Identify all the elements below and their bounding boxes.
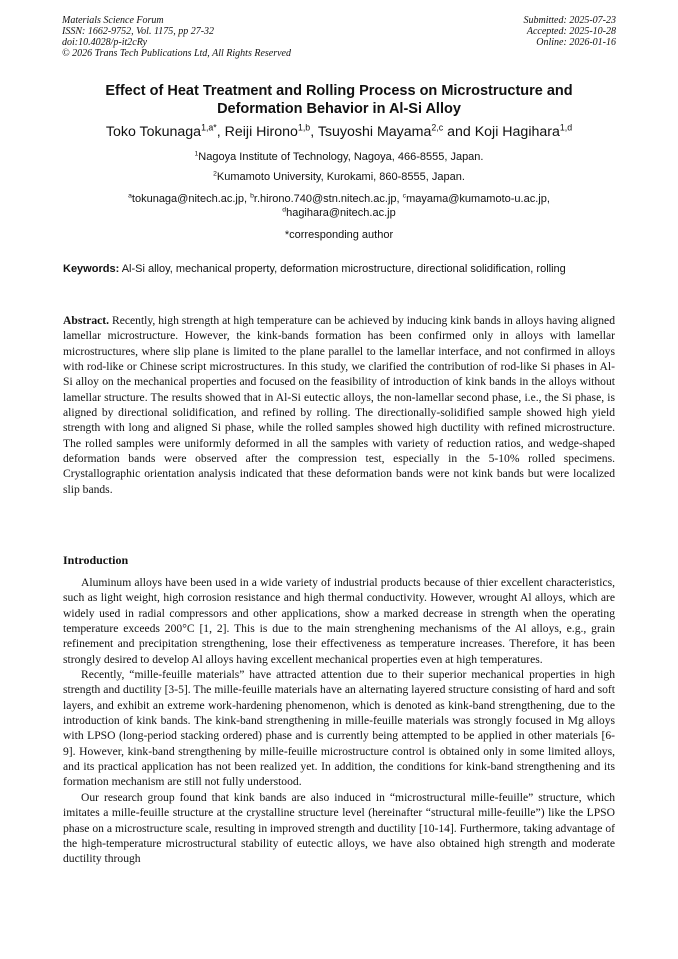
affiliation-text: Kumamoto University, Kurokami, 860-8555, Japan. [216,171,465,183]
email-mark: c [402,192,407,200]
author-list [40,123,638,141]
affiliation-1 [62,150,616,164]
paper-title [62,82,616,118]
issn-line: ISSN: 1662-9752, Vol. 1175, pp 27-32 [62,26,215,37]
author-affiliation-mark: 1,d [559,122,573,133]
journal-name: Materials Science Forum [62,15,164,26]
author-affiliation-mark: 1,b [297,122,311,133]
submitted-date: Submitted: 2025-07-23 [523,15,616,26]
author-affiliation-mark: 2,c [431,122,444,133]
affiliation-2 [62,170,616,184]
corresponding-author-note: *corresponding author [284,229,394,241]
affiliation-text: Nagoya Institute of Technology, Nagoya, 466-8555, Japan. [198,151,484,163]
email-mark: b [250,192,254,200]
author-separator: and [443,124,475,140]
keywords-text: Al-Si alloy, mechanical property, deformation microstructure, directional solidification, rolling [119,263,566,275]
email-mark: d [282,206,287,214]
introduction-body [63,575,615,867]
title-line-1: Effect of Heat Treatment and Rolling Process on Microstructure and [105,83,573,99]
emails-line-1 [62,192,616,206]
copyright: © 2026 Trans Tech Publications Ltd, All Rights Reserved [62,48,291,59]
email-link[interactable]: tokunaga@nitech.ac.jp, [131,193,251,205]
title-line-2: Deformation Behavior in Al-Si Alloy [217,101,461,117]
email-mark: a [128,192,132,200]
emails-line-2 [62,206,616,220]
email-link[interactable]: mayama@kumamoto-u.ac.jp, [406,193,550,205]
abstract-label: Abstract. [63,314,110,327]
author-separator: , [310,124,318,140]
author-separator: , [216,124,225,140]
email-link[interactable]: r.hirono.740@stn.nitech.ac.jp, [253,193,403,205]
paragraph: Aluminum alloys have been used in a wide variety of industrial products because of thier excellent characteristics, such as light weight, high corrosion resistance and high thermal conductivity. However, wrought Al alloys, which are widely used in radial compressors and other applications, show a marked decrease in strength when the operating temperature exceeds 200°C [1, 2]. This is due to the main strenghening mechanisms of the Al alloys, e.g., grain refinement and precipitation strengthening, lose their effectiveness as temperature increases. Therefore, it has been strongly desired to develop Al alloys having excellent mechanical properties even at high temperatures. [63,576,615,666]
abstract [63,313,615,497]
abstract-text: Recently, high strength at high temperature can be achieved by inducing kink bands in alloys having aligned lamellar microstructure. However, the kink-bands formation has been confirmed only in alloys with lamellar microstructures, where slip plane is limited to the plane parallel to the lamellar interface, and not confirmed in alloys with rod-like or Chinese script microstructures. In this study, we clarified the contribution of rod-like Si phases in Al-Si alloy on the mechanical properties and focused on the feasibility of introduction of kink bands in the alloys without lamellar structure. The results showed that in Al-Si eutectic alloys, the non-lamellar second phase, i.e., the Si phase, is aligned by directional solidification, and refined by rolling. The directionally-solidified sample showed high yield strength with long and aligned Si phase, while the rolled samples showed high ductility with refined microstructure. The rolled samples were uniformly deformed in all the samples with variety of reduction ratios, and wedge-shaped deformation bands were observed after the compression test, especially in the 5-10% rolled specimens. Crystallographic orientation analysis indicated that these deformation bands were not kink bands but were localized slip bands. [63,314,615,496]
online-date: Online: 2026-01-16 [536,37,616,48]
paragraph: Recently, “mille-feuille materials” have attracted attention due to their superior mechanical properties in high strength and ductility [3-5]. The mille-feuille materials have an alternating layered structure consisting of hard and soft layers, and exhibit an extreme work-hardening phenomenon, which is denoted as kink-band strengthening, due to the introduction of kink bands. The kink-band strengthening in mille-feuille materials was strongly focused in Mg alloys with LPSO (long-period stacking ordered) phase and is currently being attempted to be applied in other materials [6-9]. However, kink-band strengthening by mille-feuille microstructure control is obtained only in some limited alloys, and its practical application has not been realized yet. In addition, the conditions for kink-band strengthening and its formation mechanism are still not fully understood. [63,668,615,789]
author-name: Toko Tokunaga [105,124,202,140]
author-affiliation-mark: 1,a* [201,122,217,133]
doi: doi:10.4028/p-it2cRy [62,37,148,48]
accepted-date: Accepted: 2025-10-28 [526,26,616,37]
publication-dates [396,15,616,48]
author-name: Koji Hagihara [474,124,560,140]
author-name: Tsuyoshi Mayama [317,124,432,140]
author-emails [62,192,616,220]
publication-info [62,15,382,59]
email-link[interactable]: hagihara@nitech.ac.jp [286,207,396,219]
keywords [63,262,615,277]
section-heading-introduction: Introduction [63,553,129,567]
affiliation-mark: 1 [194,150,199,158]
paragraph: Our research group found that kink bands are also induced in “microstructural mille-feuille” structure, which imitates a mille-feuille structure at the crystalline structure level (hereinafter “structural mille-feuille”) like the LPSO phase on a microstructure scale, resulting in improved strength and ductility [10-14]. Furthermore, taking advantage of the high-temperature microstructural stability of eutectic alloys, we have also obtained high strength and moderate ductility through [63,790,615,866]
affiliation-mark: 2 [213,170,217,178]
author-name: Reiji Hirono [224,124,298,140]
keywords-label: Keywords: [63,263,120,275]
